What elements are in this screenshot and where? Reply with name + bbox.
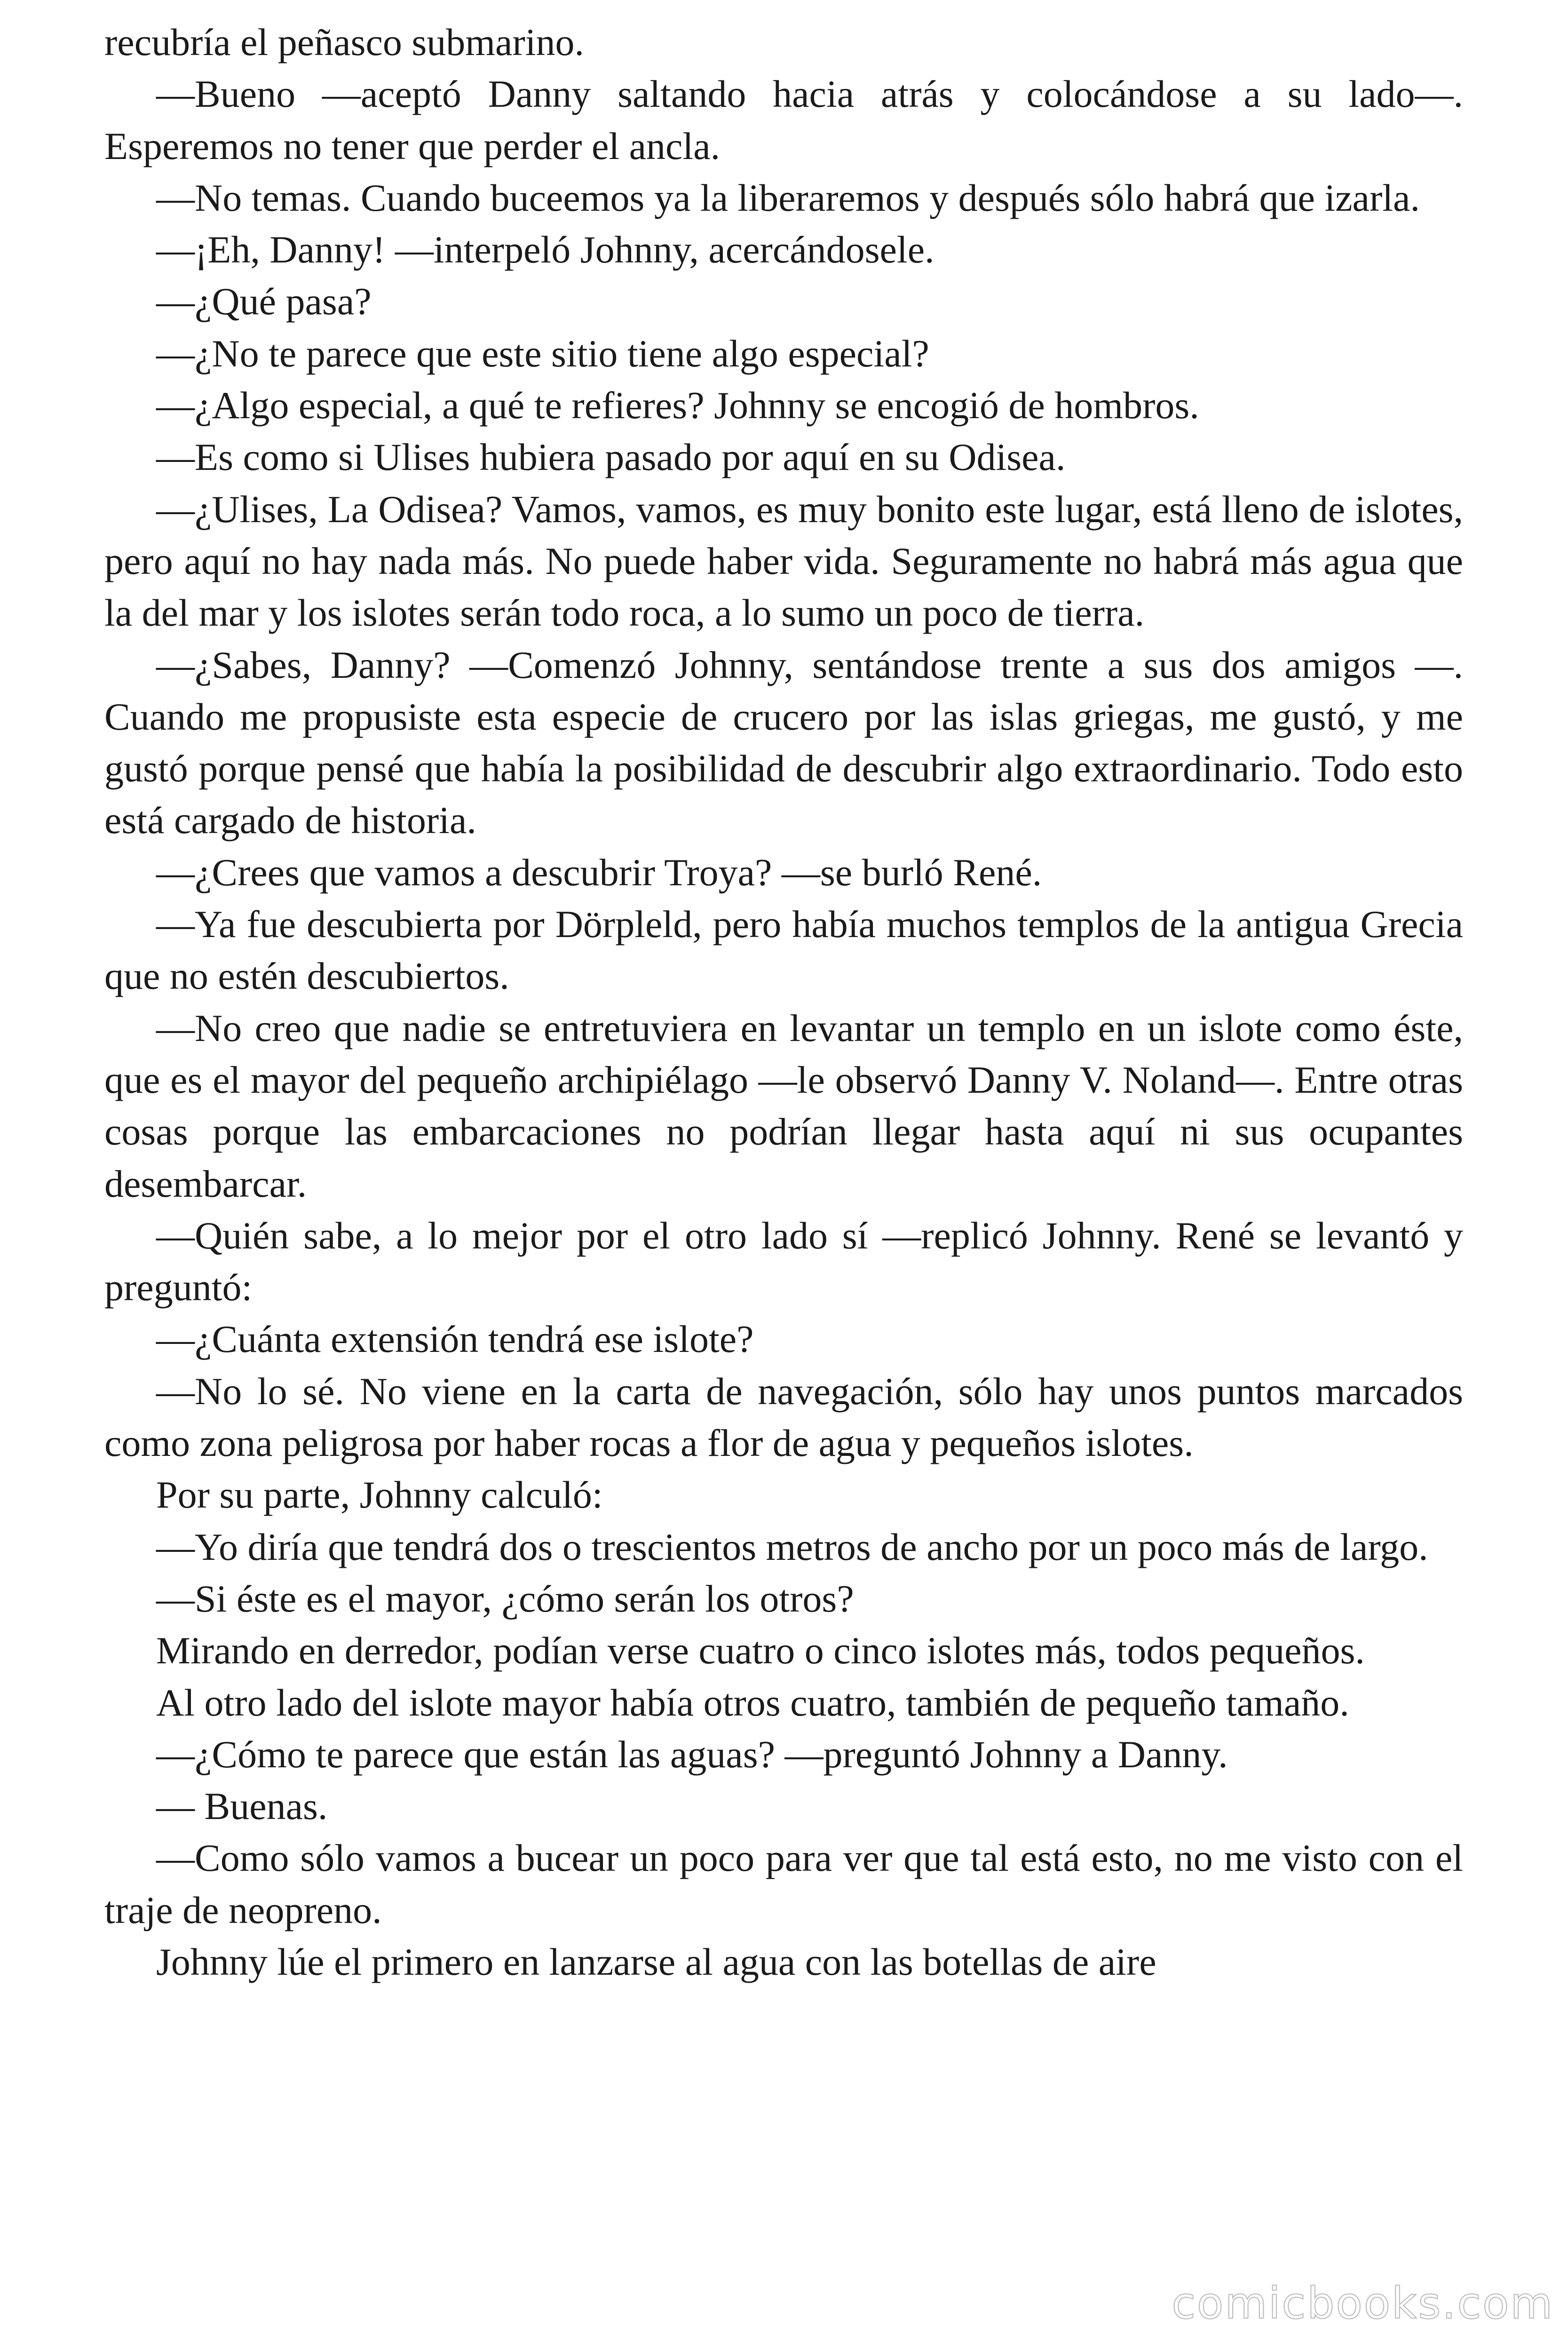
paragraph: —Quién sabe, a lo mejor por el otro lado sí —replicó Johnny. René se levantó y preguntó:: [104, 1214, 1463, 1309]
paragraph: — Buenas.: [156, 1785, 328, 1828]
paragraph: —¿Ulises, La Odisea? Vamos, vamos, es muy bonito este lugar, está lleno de islotes, pero aquí no hay nada más. No puede haber vida. Seguramente no habrá más agua que la del mar y los islotes serán todo roca, a lo sumo un poco de tierra.: [104, 487, 1463, 635]
paragraph: —¿Sabes, Danny? —Comenzó Johnny, sentándose trente a sus dos amigos —. Cuando me propusiste esta especie de crucero por las islas griegas, me gustó, y me gustó porque pensé que había la posibilidad de descubrir algo extraordinario. Todo esto está cargado de historia.: [104, 643, 1463, 842]
paragraph: Por su parte, Johnny calculó:: [156, 1473, 603, 1517]
paragraph: —Es como si Ulises hubiera pasado por aquí en su Odisea.: [156, 436, 1066, 479]
paragraph: Johnny lúe el primero en lanzarse al agua con las botellas de aire: [156, 1940, 1156, 1983]
paragraph: —No lo sé. No viene en la carta de navegación, sólo hay unos puntos marcados como zona peligrosa por haber rocas a flor de agua y pequeños islotes.: [104, 1369, 1463, 1465]
paragraph: —¿No te parece que este sitio tiene algo especial?: [156, 332, 929, 375]
paragraph: —Si éste es el mayor, ¿cómo serán los otros?: [156, 1577, 854, 1620]
paragraph: —Ya fue descubierta por Dörpleld, pero había muchos templos de la antigua Grecia que no estén descubiertos.: [104, 903, 1463, 998]
paragraph: —No creo que nadie se entretuviera en levantar un templo en un islote como éste, que es el mayor del pequeño archipiélago —le observó Danny V. Noland—. Entre otras cosas porque las embarcaciones no podrían llegar hasta aquí ni sus ocupantes desembarcar.: [104, 1006, 1463, 1205]
paragraph: —¿Cuánta extensión tendrá ese islote?: [156, 1318, 754, 1361]
paragraph: recubría el peñasco submarino.: [104, 21, 585, 64]
watermark: comicbooks.com: [1172, 2278, 1554, 2328]
book-page-text: [104, 16, 1463, 1988]
paragraph: —¡Eh, Danny! —interpeló Johnny, acercándosele.: [156, 228, 934, 271]
paragraph: —¿Qué pasa?: [156, 280, 372, 323]
paragraph: —No temas. Cuando buceemos ya la liberaremos y después sólo habrá que izarla.: [156, 176, 1420, 219]
paragraph: —¿Algo especial, a qué te refieres? Johnny se encogió de hombros.: [156, 384, 1199, 427]
paragraph: Mirando en derredor, podían verse cuatro o cinco islotes más, todos pequeños.: [156, 1629, 1365, 1672]
paragraph: —Yo diría que tendrá dos o trescientos metros de ancho por un poco más de largo.: [156, 1525, 1428, 1568]
paragraph: —Bueno —aceptó Danny saltando hacia atrás y colocándose a su lado—. Esperemos no tener que perder el ancla.: [104, 72, 1463, 167]
paragraph: Al otro lado del islote mayor había otros cuatro, también de pequeño tamaño.: [156, 1681, 1349, 1724]
paragraph: —¿Crees que vamos a descubrir Troya? —se burló René.: [156, 850, 1042, 894]
paragraph: —¿Cómo te parece que están las aguas? —preguntó Johnny a Danny.: [156, 1732, 1228, 1776]
paragraph: —Como sólo vamos a bucear un poco para ver que tal está esto, no me visto con el traje de neopreno.: [104, 1836, 1463, 1931]
